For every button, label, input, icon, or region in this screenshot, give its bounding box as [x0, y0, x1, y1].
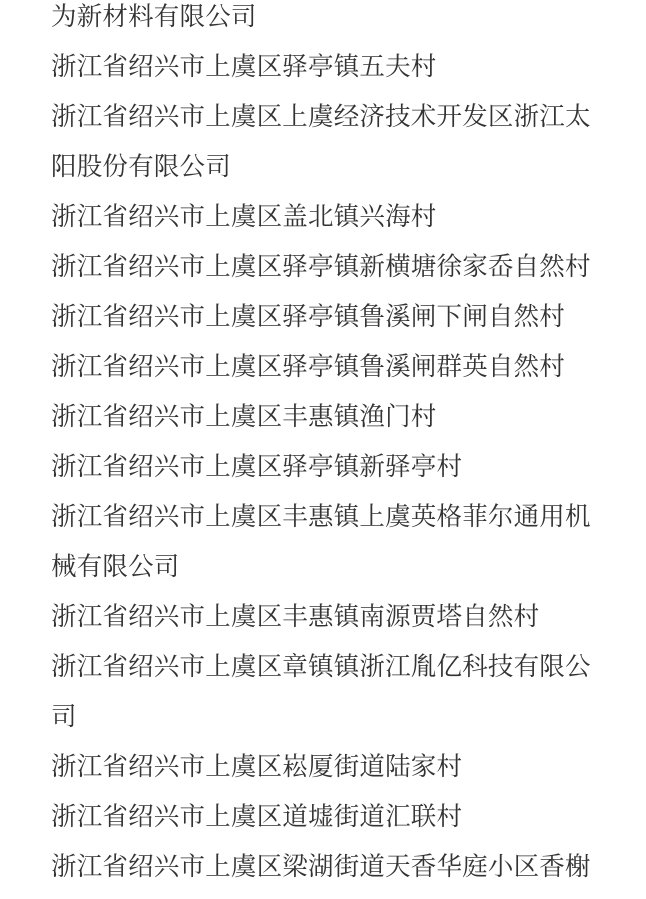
- text-line: 浙江省绍兴市上虞区道墟街道汇联村: [51, 802, 463, 832]
- text-line: 浙江省绍兴市上虞区章镇镇浙江胤亿科技有限公: [51, 652, 591, 682]
- text-line: 浙江省绍兴市上虞区驿亭镇五夫村: [51, 52, 437, 82]
- text-line: 浙江省绍兴市上虞区丰惠镇上虞英格菲尔通用机: [51, 502, 591, 532]
- text-line: 械有限公司: [51, 552, 180, 582]
- text-line: 浙江省绍兴市上虞区上虞经济技术开发区浙江太: [51, 102, 591, 132]
- text-line: 浙江省绍兴市上虞区盖北镇兴海村: [51, 202, 437, 232]
- text-line: 浙江省绍兴市上虞区梁湖街道天香华庭小区香榭: [51, 852, 591, 882]
- text-line: 司: [51, 702, 77, 732]
- text-line: 浙江省绍兴市上虞区丰惠镇南源贾塔自然村: [51, 602, 540, 632]
- address-list: [51, 0, 611, 892]
- text-line: 浙江省绍兴市上虞区驿亭镇鲁溪闸群英自然村: [51, 352, 566, 382]
- text-line: 为新材料有限公司: [51, 2, 257, 32]
- text-line: 浙江省绍兴市上虞区驿亭镇鲁溪闸下闸自然村: [51, 302, 566, 332]
- text-line: 阳股份有限公司: [51, 152, 231, 182]
- text-line: 浙江省绍兴市上虞区丰惠镇渔门村: [51, 402, 437, 432]
- text-line: 浙江省绍兴市上虞区崧厦街道陆家村: [51, 752, 463, 782]
- text-line: 浙江省绍兴市上虞区驿亭镇新横塘徐家岙自然村: [51, 252, 591, 282]
- text-line: 浙江省绍兴市上虞区驿亭镇新驿亭村: [51, 452, 463, 482]
